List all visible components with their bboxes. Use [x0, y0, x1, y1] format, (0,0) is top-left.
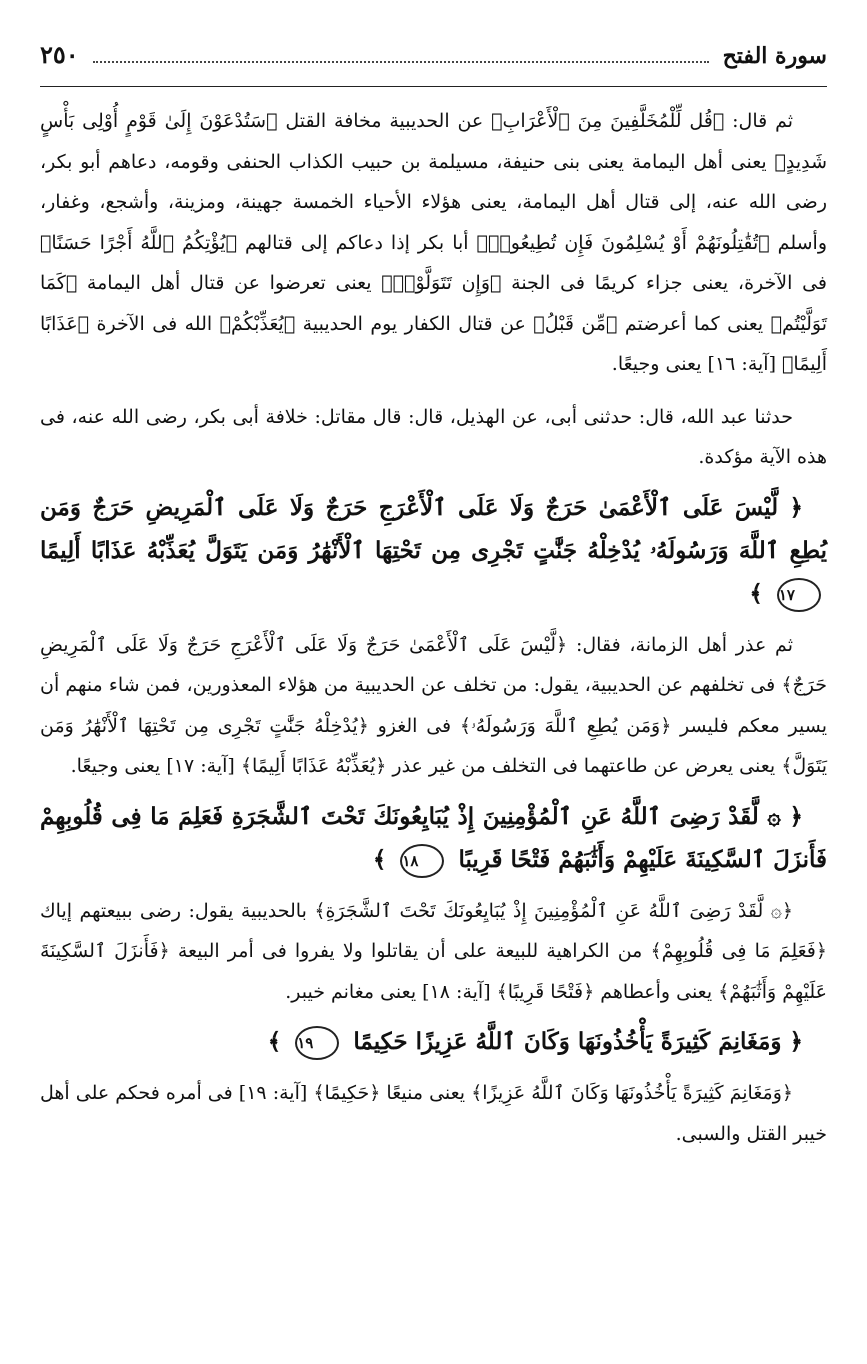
verse-close-bracket: ﴾	[372, 845, 387, 873]
page-number: ٢٥٠	[40, 40, 79, 69]
commentary-paragraph-5: ﴿وَمَغَانِمَ كَثِيرَةً يَأْخُذُونَهَا وَكَانَ ٱللَّهُ عَزِيزًا﴾ يعنى منيعًا ﴿حَكِيمًا﴾ [آية: ١٩] فى أمره فحكم على أهل خيبر القتل والسبى.	[40, 1082, 827, 1145]
ayah-number-marker: ١٧	[777, 578, 821, 612]
verse-text: ﴿ ۞ لَّقَدْ رَضِىَ ٱللَّهُ عَنِ ٱلْمُؤْمِنِينَ إِذْ يُبَايِعُونَكَ تَحْتَ ٱلشَّجَرَةِ فَعَلِمَ مَا فِى قُلُوبِهِمْ فَأَنزَلَ ٱلسَّكِينَةَ عَلَيْهِمْ وَأَثَٰبَهُمْ فَتْحًا قَرِيبًا	[40, 802, 827, 873]
commentary-paragraph-4: ﴿۞ لَّقَدْ رَضِىَ ٱللَّهُ عَنِ ٱلْمُؤْمِنِينَ إِذْ يُبَايِعُونَكَ تَحْتَ ٱلشَّجَرَةِ﴾ بالحديبية يقول: رضى ببيعتهم إياك ﴿فَعَلِمَ مَا فِى قُلُوبِهِمْ﴾ من الكراهية للبيعة على أن يقاتلوا ولا يفروا فى أمر البيعة ﴿فَأَنزَلَ ٱلسَّكِينَةَ عَلَيْهِمْ وَأَثَٰبَهُمْ﴾ يعنى وأعطاهم ﴿فَتْحًا قَرِيبًا﴾ [آية: ١٨] يعنى مغانم خيبر.	[40, 899, 827, 1003]
spacer	[40, 385, 827, 397]
surah-name: سورة الفتح	[722, 43, 827, 69]
commentary-paragraph-1: ثم قال: ﴿قُل لِّلْمُخَلَّفِينَ مِنَ ٱلْأَعْرَابِ﴾ عن الحديبية مخافة القتل ﴿سَتُدْعَوْنَ إِلَىٰ قَوْمٍ أُوْلِى بَأْسٍ شَدِيدٍ﴾ يعنى أهل اليمامة يعنى بنى حنيفة، مسيلمة بن حبيب الكذاب الحنفى وقومه، دعاهم أبو بكر، رضى الله عنه، إلى قتال أهل اليمامة، يعنى هؤلاء الأحياء الخمسة جهينة، ومزينة، وأشجع، وغفار، وأسلم ﴿تُقَٰتِلُونَهُمْ أَوْ يُسْلِمُونَ فَإِن تُطِيعُوا۟﴾ أبا بكر إذا دعاكم إلى قتالهم ﴿يُؤْتِكُمُ ٱللَّهُ أَجْرًا حَسَنًا﴾ فى الآخرة، يعنى جزاء كريمًا فى الجنة ﴿وَإِن تَتَوَلَّوْا۟﴾ يعنى تعرضوا عن قتال أهل اليمامة ﴿كَمَا تَوَلَّيْتُم﴾ يعنى كما أعرضتم ﴿مِّن قَبْلُ﴾ عن قتال الكفار يوم الحديبية ﴿يُعَذِّبْكُمْ﴾ الله فى الآخرة ﴿عَذَابًا أَلِيمًا﴾ [آية: ١٦] يعنى وجيعًا.	[40, 110, 827, 375]
ayah-number-marker: ١٨	[400, 844, 444, 878]
commentary-paragraph-3: ثم عذر أهل الزمانة، فقال: ﴿لَّيْسَ عَلَى ٱلْأَعْمَىٰ حَرَجٌ وَلَا عَلَى ٱلْأَعْرَجِ حَرَجٌ وَلَا عَلَى ٱلْمَرِيضِ حَرَجٌ﴾ فى تخلفهم عن الحديبية، يقول: من تخلف عن الحديبية من هؤلاء المعذورين، فمن شاء منهم أن يسير معكم فليسر ﴿وَمَن يُطِعِ ٱللَّهَ وَرَسُولَهُۥ﴾ فى الغزو ﴿يُدْخِلْهُ جَنَّٰتٍ تَجْرِى مِن تَحْتِهَا ٱلْأَنْهَٰرُ وَمَن يَتَوَلَّ﴾ يعنى يعرض عن طاعتهما فى التخلف من غير عذر ﴿يُعَذِّبْهُ عَذَابًا أَلِيمًا﴾ [آية: ١٧] يعنى وجيعًا.	[40, 633, 827, 777]
ayah-number-marker: ١٩	[295, 1026, 339, 1060]
verse-text: ﴿ لَّيْسَ عَلَى ٱلْأَعْمَىٰ حَرَجٌ وَلَا عَلَى ٱلْأَعْرَجِ حَرَجٌ وَلَا عَلَى ٱلْمَرِيضِ حَرَجٌ وَمَن يُطِعِ ٱللَّهَ وَرَسُولَهُۥ يُدْخِلْهُ جَنَّٰتٍ تَجْرِى مِن تَحْتِهَا ٱلْأَنْهَٰرُ وَمَن يَتَوَلَّ يُعَذِّبْهُ عَذَابًا أَلِيمًا	[40, 493, 827, 564]
verse-text: ﴿ وَمَغَانِمَ كَثِيرَةً يَأْخُذُونَهَا وَكَانَ ٱللَّهُ عَزِيزًا حَكِيمًا	[353, 1028, 803, 1055]
verse-close-bracket: ﴾	[749, 579, 763, 607]
verse-close-bracket: ﴾	[267, 1028, 282, 1055]
quran-verse-19	[40, 1020, 827, 1063]
page-header	[40, 40, 827, 87]
quran-verse-18	[40, 795, 827, 881]
commentary-paragraph-2: حدثنا عبد الله، قال: حدثنى أبى، عن الهذيل، قال: قال مقاتل: خلافة أبى بكر، رضى الله عنه، فى هذه الآية مؤكدة.	[40, 405, 827, 468]
quran-verse-17	[40, 486, 827, 615]
header-dotted-leader	[93, 61, 709, 63]
